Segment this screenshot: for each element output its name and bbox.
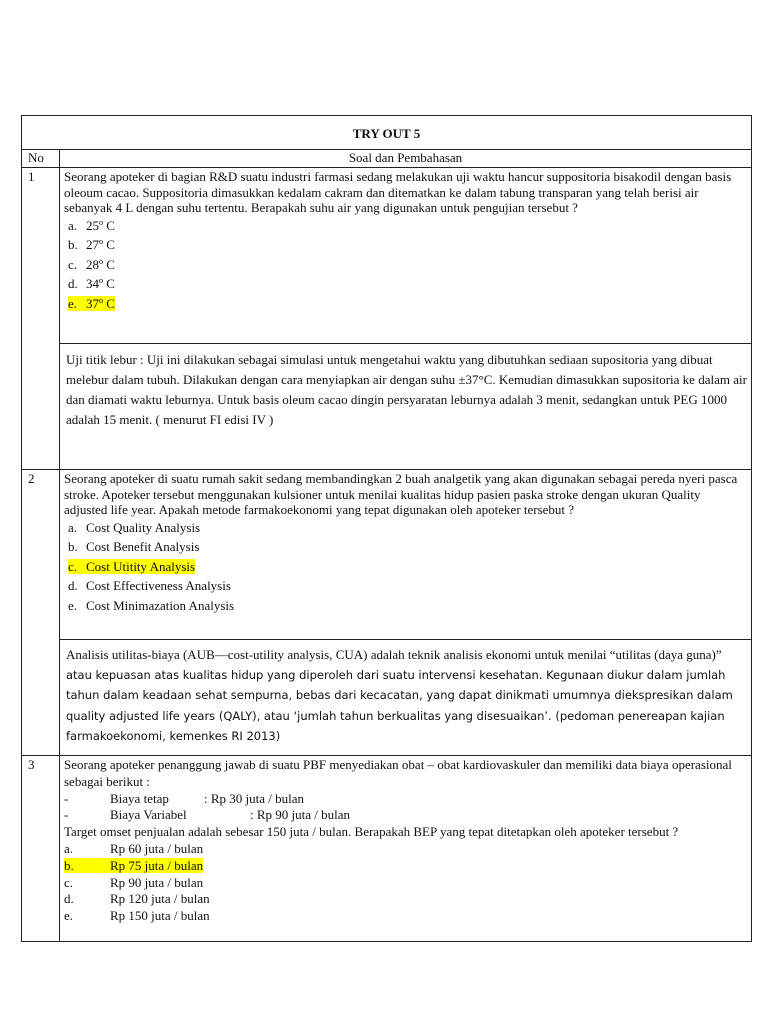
q1-question (60, 168, 752, 344)
q1-option-e: e. 37º C (68, 295, 115, 311)
q3-option-d: d. Rp 120 juta / bulan (64, 891, 210, 907)
q2-answer (60, 640, 752, 756)
q1-option-d: d. 34º C (68, 276, 115, 292)
q1-answer: Uji titik lebur : Uji ini dilakukan sebagai simulasi untuk mengetahui waktu yang dibutuhkan sediaan supositoria yang dibuat melebur dalam tubuh. Dilakukan dengan cara menyiapkan air dengan suhu ±37°C. Kemudian dimasukkan supositoria ke dalam air dan diamati waktu leburnya. Untuk basis oleum cacao dingin persyaratan leburnya adalah 3 menit, sedangkan untuk PEG 1000 adalah 15 menit. ( menurut FI edisi IV ) (60, 344, 752, 470)
q3-option-a: a. Rp 60 juta / bulan (64, 840, 204, 856)
q2-question (60, 470, 752, 640)
q1-option-a: a. 25º C (68, 217, 115, 233)
header-soal: Soal dan Pembahasan (60, 150, 752, 168)
q2-number: 2 (22, 470, 60, 756)
table-title: TRY OUT 5 (22, 116, 752, 150)
q2-option-d: d. Cost Effectiveness Analysis (68, 578, 231, 594)
q2-answer-part1: Analisis utilitas-biaya (AUB—cost-utility analysis, CUA) adalah teknik analisis ekonomi untuk menilai “utilitas (daya guna)” (66, 647, 722, 662)
q3-option-b: b. Rp 75 juta / bulan (64, 857, 204, 873)
q3-option-e: e. Rp 150 juta / bulan (64, 908, 210, 924)
q2-text: Seorang apoteker di suatu rumah sakit sedang membandingkan 2 buah analgetik yang akan digunakan sebagai pereda nyeri pasca stroke. Apoteker tersebut menggunakan kulsioner untuk menilai kualitas hidup pasien paska stroke dengan ukuran Quality adjusted life year. Apakah metode farmakoekonomi yang tepat digunakan oleh apoteker tersebut ? (64, 471, 738, 518)
q1-number: 1 (22, 168, 60, 470)
q3-option-c: c. Rp 90 juta / bulan (64, 874, 204, 890)
header-no: No (22, 150, 60, 168)
tryout-table (21, 115, 752, 942)
q2-option-a: a. Cost Quality Analysis (68, 519, 201, 535)
q1-text: Seorang apoteker di bagian R&D suatu industri farmasi sedang melakukan uji waktu hancur suppositoria bisakodil dengan basis oleoum cacao. Suppositoria dimasukkan kedalam cakram dan ditematkan ke dalam tabung transparan yang telah berisi air sebanyak 4 L dengan suhu tertentu. Berapakah suhu air yang digunakan untuk pengujian tersebut ? (64, 169, 732, 216)
q2-option-b: b. Cost Benefit Analysis (68, 539, 200, 555)
q2-option-e: e. Cost Minimazation Analysis (68, 597, 235, 613)
q1-option-b: b. 27º C (68, 237, 115, 253)
q2-answer-part2: atau kepuasan atas kualitas hidup yang diperoleh dari suatu intervensi kesehatan. Kegunaan diukur dalam jumlah tahun dalam keadaan sehat sempurna, bebas dari kecacatan, yang dapat dinikmati umumnya diekspresikan dalam quality adjusted life years (QALY), atau ‘jumlah tahun berkualitas yang disesuaikan’. (pedoman penereapan kajian farmakoekonomi, kemenkes RI 2013) (66, 667, 733, 744)
q3-text-2: Target omset penjualan adalah sebesar 150 juta / bulan. Berapakah BEP yang tepat ditetapkan oleh apoteker tersebut ? (64, 824, 679, 840)
q3-item-2: - Biaya Variabel : Rp 90 juta / bulan (64, 807, 351, 823)
q3-number: 3 (22, 756, 60, 942)
q2-option-c: c. Cost Utitity Analysis (68, 558, 196, 574)
q1-option-c: c. 28º C (68, 256, 115, 272)
q3-text-1: Seorang apoteker penanggung jawab di suatu PBF menyediakan obat – obat kardiovaskuler dan memiliki data biaya operasional sebagai berikut : (64, 757, 732, 789)
q3-item-1: - Biaya tetap : Rp 30 juta / bulan (64, 790, 305, 806)
q3-question (60, 756, 752, 942)
